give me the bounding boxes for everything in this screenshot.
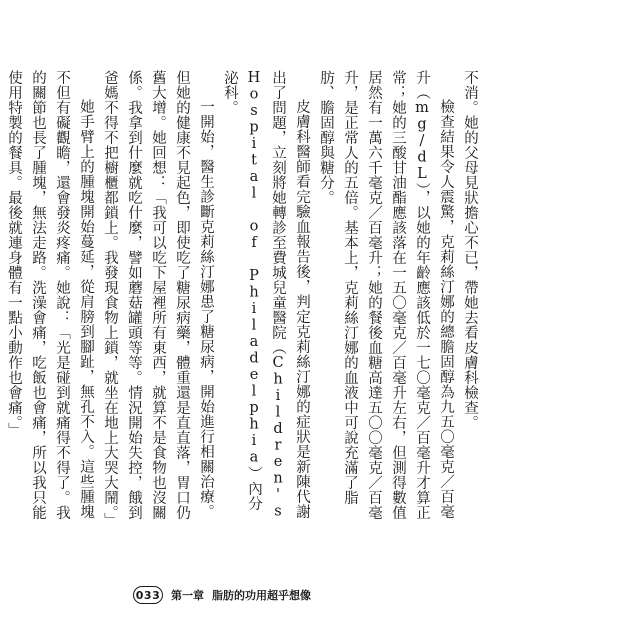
paragraph: 檢查結果令人震驚，克莉絲汀娜的總膽固醇為九五〇毫克／百毫升（mg/dL），以她的年齡應該低於一七〇毫克／百毫升才算正常；她的三酸甘油酯應該落在一五〇毫克／百毫升左右，但測得數值居然有一萬六千毫克／百毫升；她的餐後血糖高達五〇〇毫克／百毫升，是正常人的五倍。基本上，克莉絲汀娜的血液中可說充滿了脂肪、膽固醇與糖分。 — [318, 70, 454, 521]
body-text — [6, 70, 482, 528]
paragraph: 皮膚科醫師看完驗血報告後，判定克莉絲汀娜的症狀是新陳代謝出了問題，立刻將她轉診至費城兒童醫院（Children's Hospital of Philadelphia）內分泌科。 — [222, 70, 310, 520]
chapter-title: 脂肪的功用超乎想像 — [212, 589, 311, 602]
page-number: 033 — [133, 586, 163, 604]
paragraph: 一開始，醫生診斷克莉絲汀娜患了糖尿病，開始進行相關治療。但她的健康不見起色，即使吃了糖尿病藥，體重還是直直落，胃口仍舊大增。她回想：「我可以吃下屋裡所有東西，就算不是食物也沒關係。我拿到什麼就吃什麼，譬如蘑菇罐頭等等。情況開始失控，餓到爸媽不得不把櫥櫃都鎖上。我發現食物上鎖，就坐在地上大哭大鬧。」 — [102, 70, 214, 528]
page-footer — [133, 586, 311, 604]
chapter-label: 第一章 — [171, 589, 204, 602]
paragraph: 不消。她的父母見狀擔心不已，帶她去看皮膚科檢查。 — [462, 70, 478, 430]
paragraph: 她手臂上的腫塊開始蔓延，從肩膀到腳趾，無孔不入。這些腫塊不但有礙觀瞻，還會發炎疼痛。她說：「光是碰到就痛得不得了。我的關節也長了腫塊，無法走路。洗澡會痛，吃飯也會痛，所以我只能使用特製的餐具。最後就連身體有一點小動作也會痛。」 — [6, 70, 94, 520]
